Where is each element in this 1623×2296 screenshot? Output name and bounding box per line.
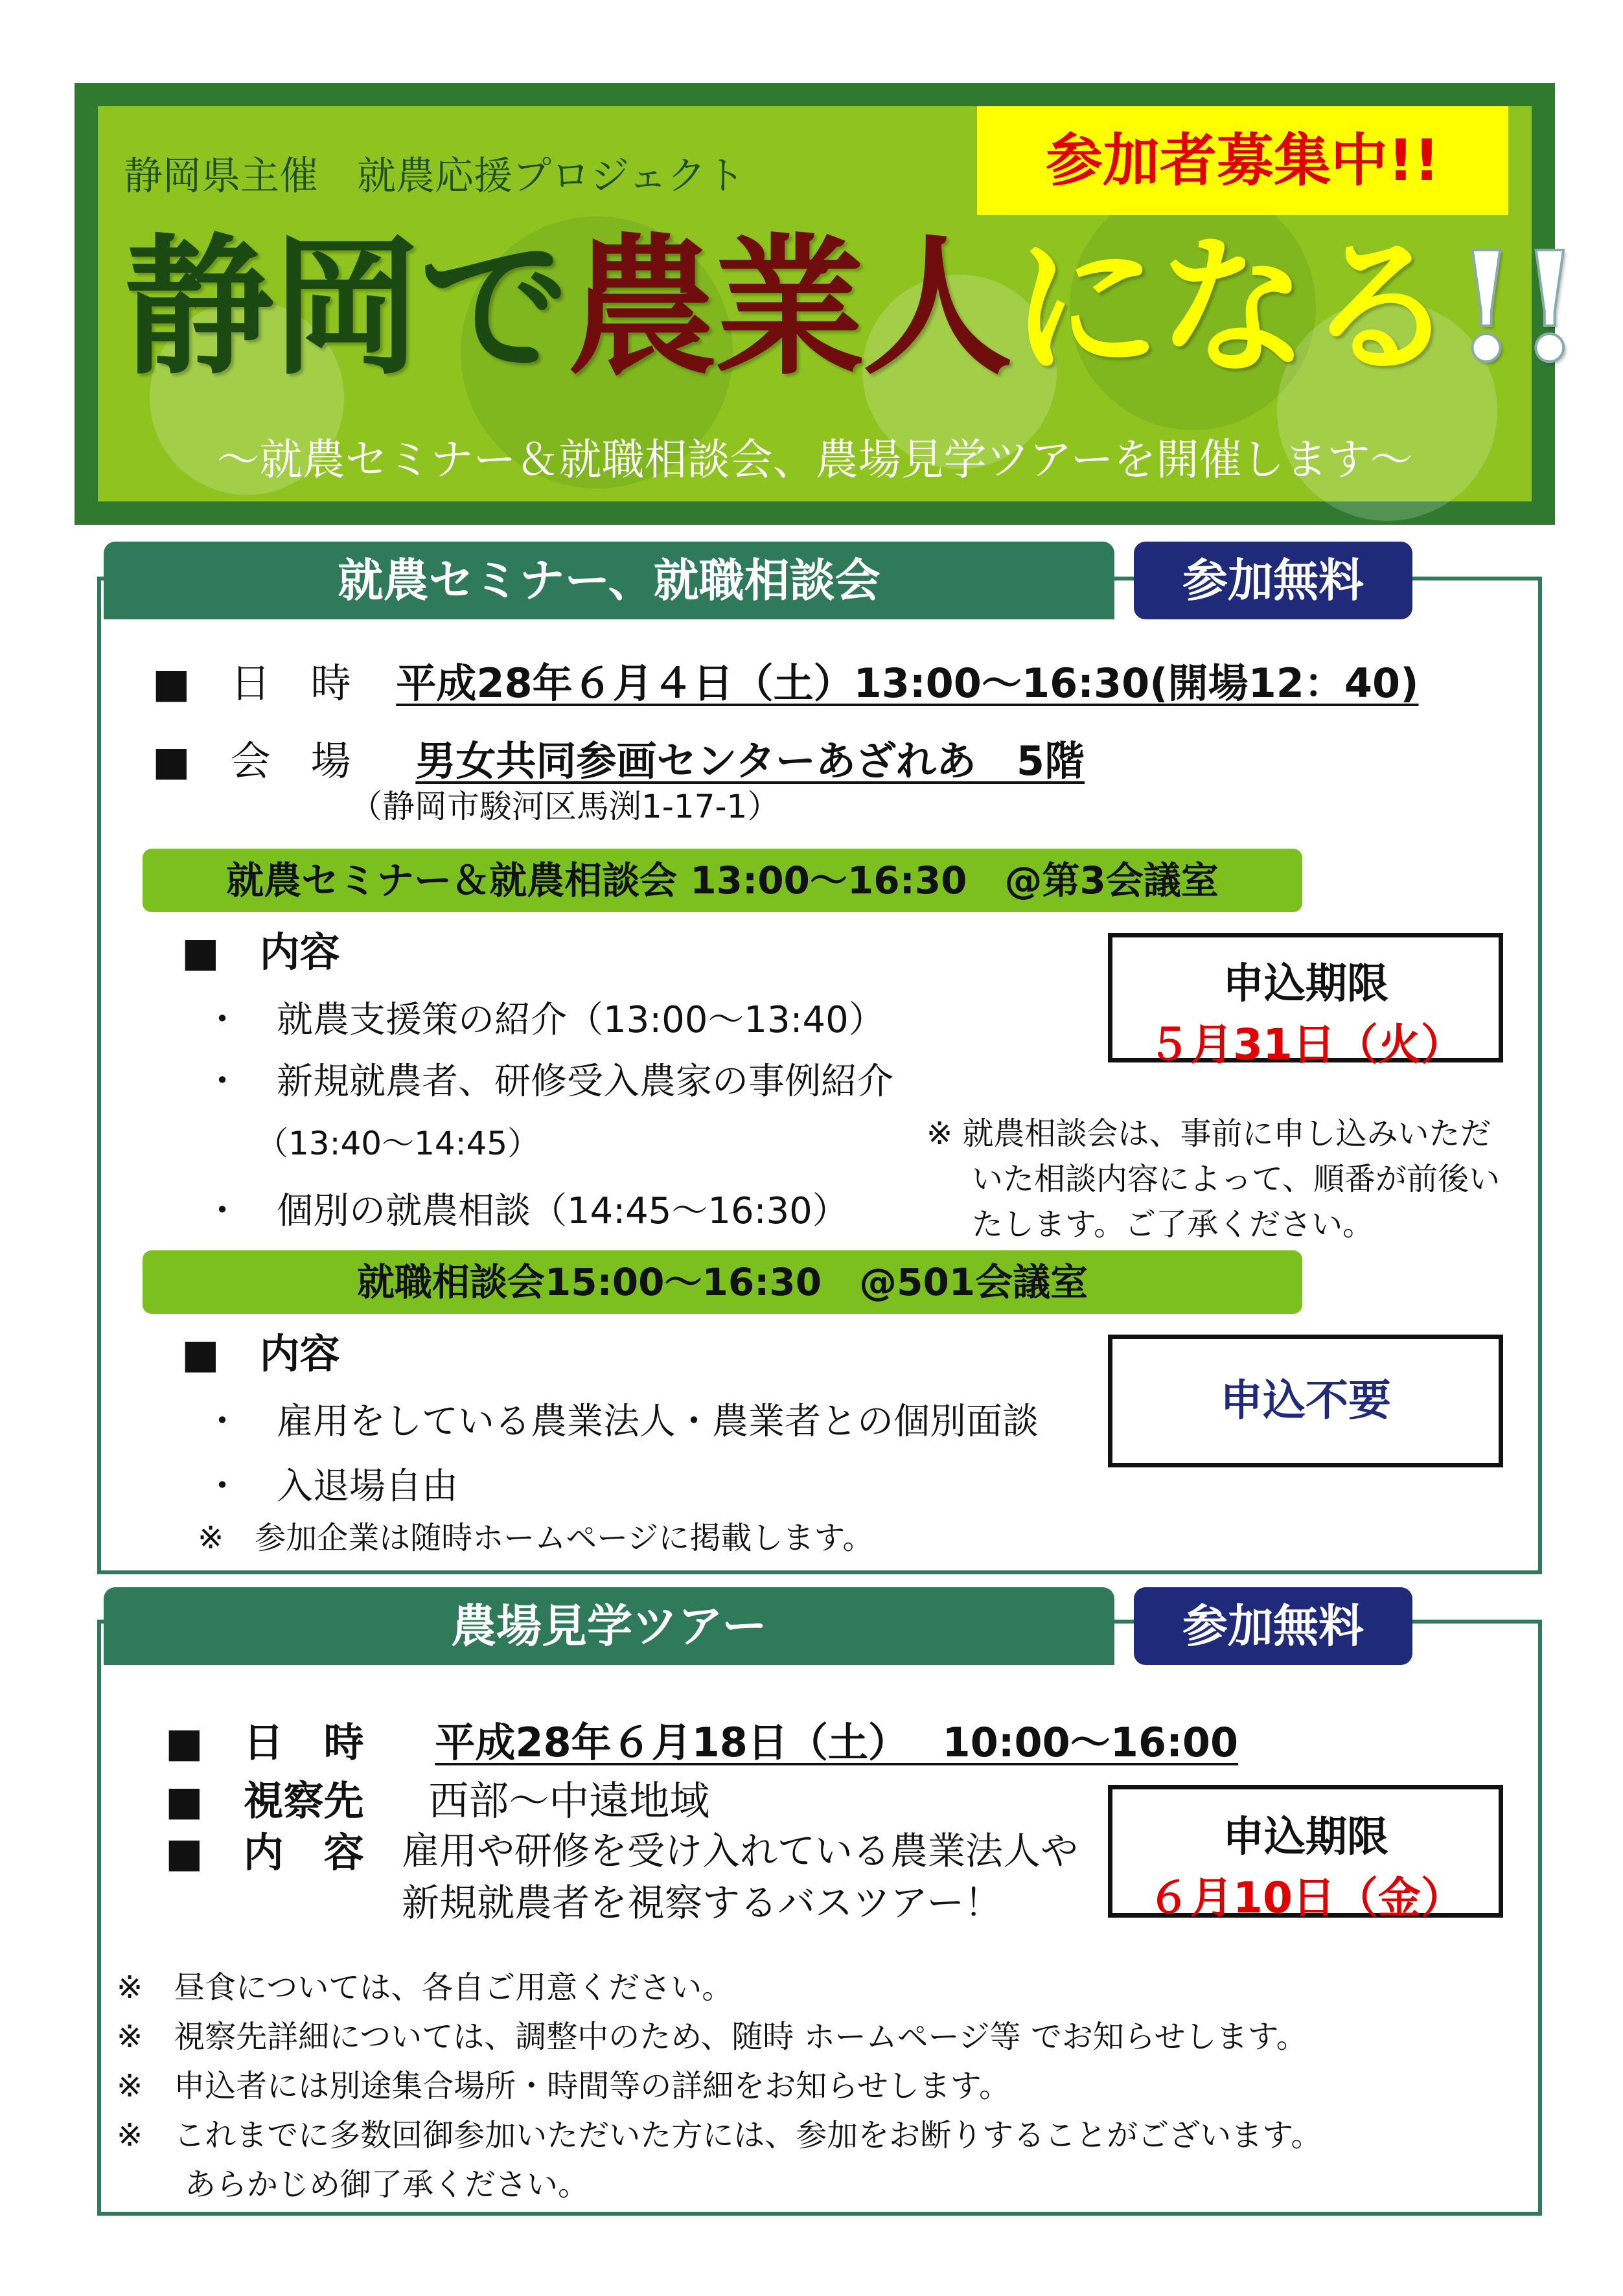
note-line: ※ 就農相談会は、事前に申し込みいただ xyxy=(927,1116,1491,1152)
deadline-date: ６月10日（金） xyxy=(1147,1873,1464,1923)
main-headline xyxy=(124,218,1580,395)
headline-part-1: 静岡で xyxy=(124,218,568,395)
list-item: ・ 就農支援策の紹介（13:00～13:40） xyxy=(204,999,885,1041)
banner-panel xyxy=(98,106,1580,501)
tour-content-line-2: 新規就農者を視察するバスツアー！ xyxy=(402,1881,1002,1925)
tour-destination-row xyxy=(165,1769,709,1826)
list-item: （13:40～14:45） xyxy=(256,1125,540,1162)
note-line: たします。ご了承ください。 xyxy=(972,1206,1374,1243)
seminar-datetime-value: 平成28年６月４日（土）13:00～16:30(開場12：40) xyxy=(396,660,1419,707)
recruiting-badge: 参加者募集中!! xyxy=(977,106,1508,215)
seminar-venue-label: ■ 会 場 xyxy=(152,737,351,785)
tour-title: 農場見学ツアー xyxy=(104,1587,1114,1665)
seminar-datetime-row xyxy=(152,651,1419,709)
tour-free-badge: 参加無料 xyxy=(1134,1587,1412,1665)
no-application-label: 申込不要 xyxy=(1220,1375,1391,1425)
list-item: ・ 新規就農者、研修受入農家の事例紹介 xyxy=(204,1061,893,1103)
note-line: ※ 視察先詳細については、調整中のため、随時 ホームページ等 でお知らせします。 xyxy=(117,2019,1307,2055)
list-item: ・ 個別の就農相談（14:45～16:30） xyxy=(204,1190,849,1232)
tour-datetime-label: ■ 日 時 xyxy=(165,1719,364,1766)
banner-tagline: ～就農セミナー＆就職相談会、農場見学ツアーを開催します～ xyxy=(216,435,1413,485)
deadline-title: 申込期限 xyxy=(1223,1813,1388,1861)
headline-part-3: になる xyxy=(1010,218,1454,395)
seminar-datetime-label: ■ 日 時 xyxy=(152,660,351,707)
seminar-venue-value: 男女共同参画センターあざれあ 5階 xyxy=(415,737,1085,785)
seminar-company-note: ※ 参加企業は随時ホームページに掲載します。 xyxy=(198,1520,874,1556)
seminar-free-badge: 参加無料 xyxy=(1134,542,1412,619)
no-application-box xyxy=(1108,1335,1503,1467)
deadline-title: 申込期限 xyxy=(1223,960,1388,1008)
seminar-deadline-box xyxy=(1108,933,1503,1070)
tour-content-line-1: 雇用や研修を受け入れている農業法人や xyxy=(402,1829,1079,1873)
seminar-venue-row xyxy=(152,729,1085,786)
note-line: ※ 昼食については、各自ご用意ください。 xyxy=(117,1969,733,2006)
tour-content-row xyxy=(165,1820,364,1878)
header-banner xyxy=(75,83,1580,525)
tour-content-label: ■ 内 容 xyxy=(165,1829,364,1876)
headline-part-2: 農業人 xyxy=(567,218,1011,395)
list-item: ・ 雇用をしている農業法人・農業者との個別面談 xyxy=(204,1401,1039,1443)
seminar-part2-content-label: ■ 内容 xyxy=(181,1330,340,1377)
tour-datetime-value: 平成28年６月18日（土） 10:00～16:00 xyxy=(435,1719,1239,1766)
seminar-title: 就農セミナー、就職相談会 xyxy=(104,542,1114,619)
seminar-part1-header: 就農セミナー＆就農相談会 13:00～16:30 @第3会議室 xyxy=(143,849,1302,912)
seminar-consult-note xyxy=(927,1111,1523,1247)
note-line: あらかじめ御了承ください。 xyxy=(185,2166,590,2203)
deadline-date: ５月31日（火） xyxy=(1147,1020,1464,1070)
seminar-part2-header: 就職相談会15:00～16:30 @501会議室 xyxy=(143,1250,1302,1314)
seminar-venue-address: （静岡市駿河区馬渕1-17-1） xyxy=(350,788,780,825)
tour-destination-label: ■ 視察先 xyxy=(165,1777,364,1824)
tour-deadline-box xyxy=(1108,1785,1503,1923)
tour-destination-value: 西部～中遠地域 xyxy=(428,1777,710,1824)
note-line: ※ 申込者には別途集合場所・時間等の詳細をお知らせします。 xyxy=(117,2068,1010,2104)
tour-datetime-row xyxy=(165,1710,1238,1768)
seminar-part1-content-label: ■ 内容 xyxy=(181,928,340,976)
list-item: ・ 入退場自由 xyxy=(204,1465,458,1508)
headline-part-4: !! xyxy=(1453,218,1580,395)
tour-notes xyxy=(117,1963,1322,2209)
organizer-subtitle: 静岡県主催 就農応援プロジェクト xyxy=(124,154,745,199)
note-line: いた相談内容によって、順番が前後い xyxy=(972,1161,1501,1197)
note-line: ※ これまでに多数回御参加いただいた方には、参加をお断りすることがございます。 xyxy=(117,2117,1322,2153)
